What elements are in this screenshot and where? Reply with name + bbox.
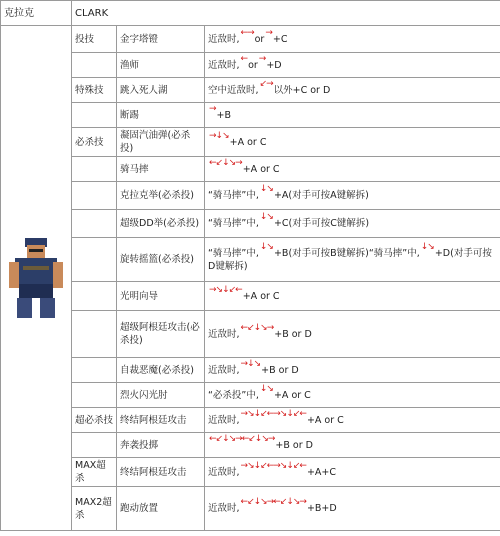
move-name: 跑动放置 — [117, 487, 205, 531]
category-cell — [72, 103, 117, 128]
command-cell: 近敌时,←→or→+C — [205, 26, 500, 53]
category-cell: MAX2超杀 — [72, 487, 117, 531]
command-cell: ←↙↓↘→+A or C — [205, 157, 500, 182]
arrow-input-icon: ←↙↓↘→←↙↓↘→ — [209, 433, 275, 444]
arrow-input-icon: ↓↘ — [259, 184, 273, 194]
move-name: 跳入死人湖 — [117, 78, 205, 103]
arrow-input-icon: ↙→ — [259, 78, 273, 89]
arrow-input-icon: ←↙↓↘→ — [240, 322, 274, 333]
arrow-input-icon: ←↙↓↘→ — [209, 157, 242, 168]
command-cell: →↘↓↙←+A or C — [205, 282, 500, 311]
arrow-input-icon: →↓↘ — [209, 130, 229, 141]
arrow-input-icon: ↓↘ — [420, 241, 434, 252]
arrow-input-icon: ← — [240, 53, 248, 64]
table-row — [1, 487, 500, 531]
character-name-cn: 克拉克 — [1, 1, 72, 26]
move-name: 凝固汽油弹(必杀投) — [117, 128, 205, 157]
character-portrait — [1, 26, 72, 531]
category-cell: 超必杀技 — [72, 408, 117, 433]
category-cell — [72, 311, 117, 358]
arrow-input-icon: →↓↘ — [240, 358, 261, 369]
category-cell: 投技 — [72, 26, 117, 53]
arrow-input-icon: →↘↓↙←→↘↓↙← — [240, 460, 306, 471]
table-row — [1, 383, 500, 408]
command-cell: “必杀投”中,↓↘+A or C — [205, 383, 500, 408]
move-name: 克拉克举(必杀投) — [117, 182, 205, 210]
category-cell — [72, 210, 117, 238]
table-row — [1, 458, 500, 487]
table-row — [1, 311, 500, 358]
command-cell: 近敌时,←↙↓↘→←↙↓↘→+B+D — [205, 487, 500, 531]
category-cell — [72, 383, 117, 408]
arrow-input-icon: → — [265, 27, 272, 38]
command-cell: 近敌时,→↘↓↙←→↘↓↙←+A+C — [205, 458, 500, 487]
move-name: 超级阿根廷攻击(必杀投) — [117, 311, 205, 358]
table-row — [1, 238, 500, 282]
category-cell — [72, 358, 117, 383]
arrow-input-icon: ↓↘ — [259, 241, 273, 252]
command-cell: →+B — [205, 103, 500, 128]
arrow-input-icon: → — [209, 103, 216, 114]
category-cell — [72, 182, 117, 210]
category-cell: MAX超杀 — [72, 458, 117, 487]
move-name: 骑马摔 — [117, 157, 205, 182]
command-cell: “骑马摔”中,↓↘+C(对手可按C键解拆) — [205, 210, 500, 238]
table-row — [1, 157, 500, 182]
category-cell: 必杀技 — [72, 128, 117, 157]
arrow-input-icon: → — [258, 53, 266, 64]
move-name: 超级DD举(必杀投) — [117, 210, 205, 238]
category-cell — [72, 282, 117, 311]
command-cell: 近敌时,→↓↘+B or D — [205, 358, 500, 383]
table-row — [1, 210, 500, 238]
character-name-en: CLARK — [72, 1, 500, 26]
move-name: 自裁恶魔(必杀投) — [117, 358, 205, 383]
command-cell: “骑马摔”中,↓↘+A(对手可按A键解拆) — [205, 182, 500, 210]
table-row — [1, 182, 500, 210]
category-cell — [72, 238, 117, 282]
arrow-input-icon: ←↙↓↘→←↙↓↘→ — [240, 497, 306, 507]
move-name: 奔袭投掷 — [117, 433, 205, 458]
arrow-input-icon: ↓↘ — [259, 212, 273, 222]
move-name: 终结阿根廷攻击 — [117, 458, 205, 487]
move-name: 渔师 — [117, 53, 205, 78]
table-row — [1, 26, 500, 53]
command-cell: ←↙↓↘→←↙↓↘→+B or D — [205, 433, 500, 458]
arrow-input-icon: →↘↓↙← — [209, 284, 242, 295]
table-row — [1, 282, 500, 311]
category-cell — [72, 157, 117, 182]
table-row — [1, 433, 500, 458]
category-cell — [72, 433, 117, 458]
arrow-input-icon: ←→ — [240, 27, 254, 38]
command-cell: “骑马摔”中,↓↘+B(对手可按B键解拆)“骑马摔”中,↓↘+D(对手可按D键解拆) — [205, 238, 500, 282]
arrow-input-icon: ↓↘ — [259, 383, 273, 394]
table-row — [1, 128, 500, 157]
table-row — [1, 53, 500, 78]
clark-sprite-icon — [5, 236, 67, 320]
table-row — [1, 78, 500, 103]
command-cell: →↓↘+A or C — [205, 128, 500, 157]
table-row — [1, 103, 500, 128]
table-row — [1, 358, 500, 383]
move-name: 烈火闪光肘 — [117, 383, 205, 408]
move-name: 旋转摇篮(必杀投) — [117, 238, 205, 282]
arrow-input-icon: →↘↓↙←→↘↓↙← — [240, 408, 306, 419]
table-row — [1, 408, 500, 433]
command-cell: 近敌时,←↙↓↘→+B or D — [205, 311, 500, 358]
category-cell — [72, 53, 117, 78]
move-name: 光明向导 — [117, 282, 205, 311]
command-cell: 近敌时,→↘↓↙←→↘↓↙←+A or C — [205, 408, 500, 433]
move-name: 断踢 — [117, 103, 205, 128]
command-cell: 空中近敌时,↙→以外+C or D — [205, 78, 500, 103]
category-cell: 特殊技 — [72, 78, 117, 103]
move-name: 金字塔镫 — [117, 26, 205, 53]
header-row — [1, 1, 500, 26]
move-name: 终结阿根廷攻击 — [117, 408, 205, 433]
command-cell: 近敌时,←or→+D — [205, 53, 500, 78]
